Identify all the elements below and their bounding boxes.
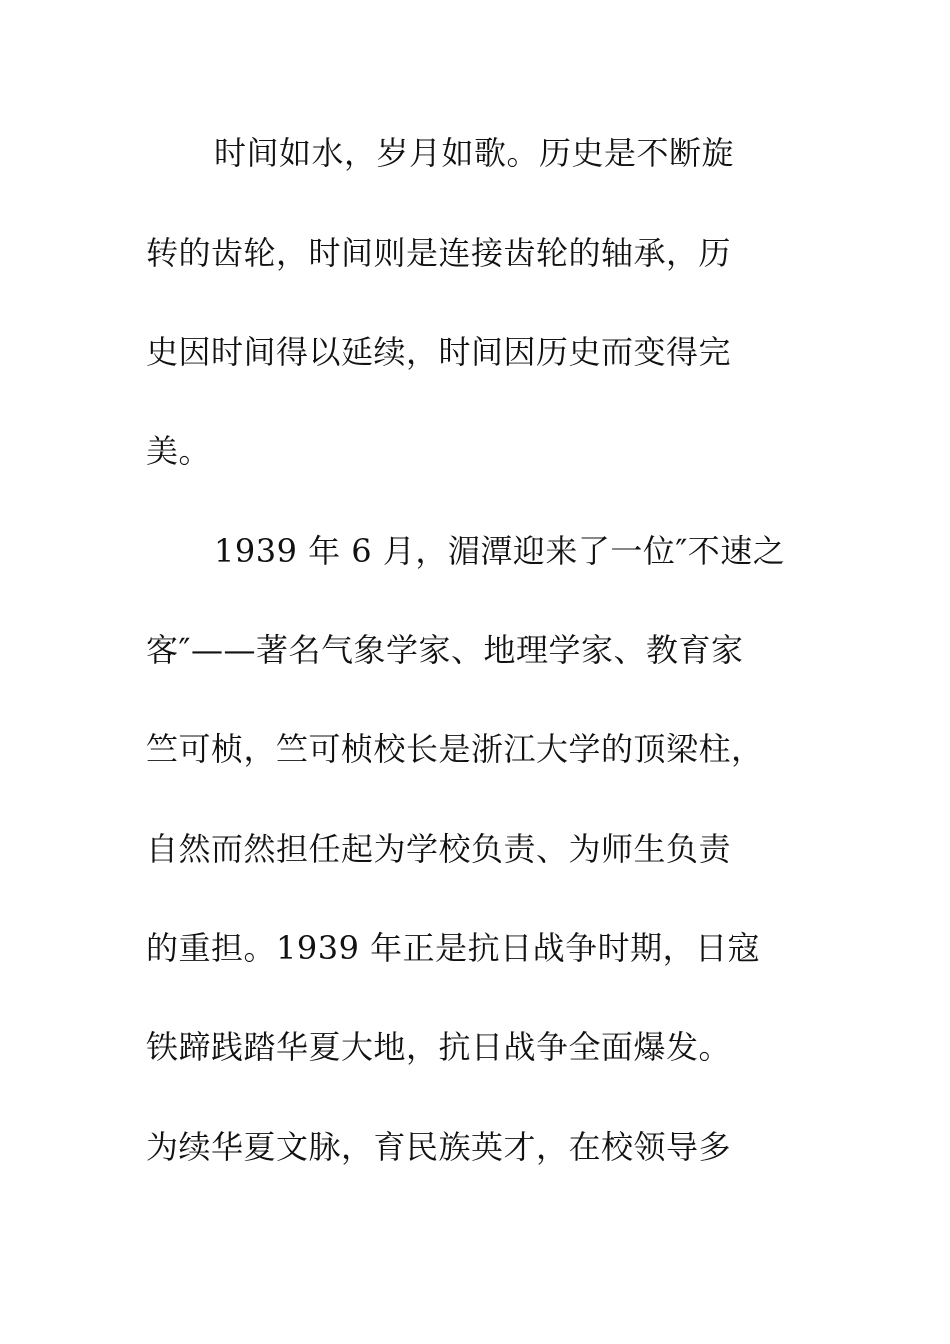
paragraph-2-line-6: 铁蹄践踏华夏大地，抗日战争全面爆发。 [146, 1028, 732, 1066]
paragraph-2-line-2: 客″——著名气象学家、地理学家、教育家 [146, 631, 744, 669]
paragraph-2-line-3: 竺可桢，竺可桢校长是浙江大学的顶梁柱， [146, 730, 764, 768]
paragraph-1-line-4: 美。 [146, 432, 212, 470]
paragraph-2-line-5: 的重担。1939 年正是抗日战争时期，日寇 [146, 929, 761, 967]
paragraph-1-line-1: 时间如水，岁月如歌。历史是不断旋 [214, 134, 735, 172]
paragraph-2-line-7: 为续华夏文脉，育民族英才，在校领导多 [146, 1128, 732, 1166]
paragraph-2-line-4: 自然而然担任起为学校负责、为师生负责 [146, 830, 732, 868]
paragraph-2-line-1: 1939 年 6 月，湄潭迎来了一位″不速之 [214, 532, 786, 570]
paragraph-1-line-2: 转的齿轮，时间则是连接齿轮的轴承，历 [146, 234, 732, 272]
paragraph-1-line-3: 史因时间得以延续，时间因历史而变得完 [146, 333, 732, 371]
